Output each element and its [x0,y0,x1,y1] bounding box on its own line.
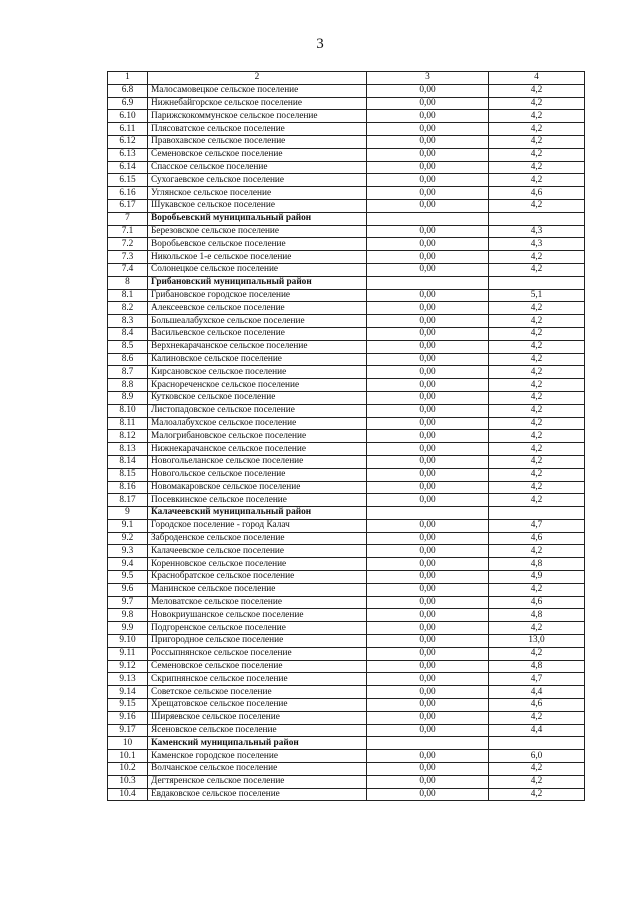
settlement-name: Заброденское сельское поселение [148,532,367,545]
table-row [108,763,585,776]
row-number: 9.6 [108,583,148,596]
table-row [108,327,585,340]
value-col-4: 4,2 [489,481,585,494]
value-col-3: 0,00 [367,199,489,212]
row-number: 7.1 [108,225,148,238]
row-number: 6.11 [108,123,148,136]
value-col-3: 0,00 [367,775,489,788]
settlement-name: Кирсановское сельское поселение [148,366,367,379]
value-col-3: 0,00 [367,647,489,660]
value-col-3: 0,00 [367,97,489,110]
value-col-4: 4,2 [489,327,585,340]
value-col-4: 4,3 [489,238,585,251]
value-col-3: 0,00 [367,545,489,558]
settlement-name: Пригородное сельское поселение [148,635,367,648]
row-number: 9.8 [108,609,148,622]
value-col-3: 0,00 [367,251,489,264]
settlement-name: Евдаковское сельское поселение [148,788,367,801]
settlement-name: Малоалабухское сельское поселение [148,417,367,430]
row-number: 8.17 [108,494,148,507]
value-col-3: 0,00 [367,404,489,417]
table-row [108,404,585,417]
row-number: 9.4 [108,558,148,571]
table-row [108,532,585,545]
table-row [108,583,585,596]
value-col-4: 4,2 [489,199,585,212]
value-col-3: 0,00 [367,711,489,724]
value-col-3: 0,00 [367,455,489,468]
row-number: 10.1 [108,750,148,763]
value-col-4 [489,737,585,750]
value-col-3: 0,00 [367,673,489,686]
settlement-name: Подгоренское сельское поселение [148,622,367,635]
row-number: 8.13 [108,443,148,456]
value-col-4: 4,2 [489,148,585,161]
value-col-3: 0,00 [367,583,489,596]
value-col-4: 4,6 [489,699,585,712]
value-col-4: 4,2 [489,788,585,801]
value-col-4 [489,212,585,225]
settlement-name: Волчанское сельское поселение [148,763,367,776]
row-number: 8.11 [108,417,148,430]
district-row [108,507,585,520]
settlement-name: Калачеевский муниципальный район [148,507,367,520]
table-row [108,238,585,251]
settlement-name: Нижнебайгорское сельское поселение [148,97,367,110]
value-col-4: 4,2 [489,379,585,392]
row-number: 8.4 [108,327,148,340]
table-row [108,110,585,123]
settlement-name: Калачеевское сельское поселение [148,545,367,558]
value-col-4: 6,0 [489,750,585,763]
value-col-4: 4,2 [489,711,585,724]
district-row [108,276,585,289]
value-col-3: 0,00 [367,519,489,532]
table-row [108,455,585,468]
table-row [108,161,585,174]
table-row [108,97,585,110]
value-col-4: 4,4 [489,724,585,737]
value-col-4: 4,2 [489,110,585,123]
value-col-3: 0,00 [367,686,489,699]
value-col-3 [367,276,489,289]
value-col-4: 4,2 [489,647,585,660]
table-row [108,148,585,161]
value-col-4 [489,276,585,289]
value-col-4: 4,4 [489,686,585,699]
row-number: 9.12 [108,660,148,673]
table-row [108,199,585,212]
value-col-3: 0,00 [367,430,489,443]
row-number: 8.2 [108,302,148,315]
page-number: 3 [316,36,324,52]
value-col-4: 4,2 [489,391,585,404]
value-col-4: 5,1 [489,289,585,302]
settlement-name: Воробьевский муниципальный район [148,212,367,225]
value-col-3: 0,00 [367,609,489,622]
value-col-4: 4,8 [489,558,585,571]
settlement-name: Скрипнянское сельское поселение [148,673,367,686]
value-col-4: 13,0 [489,635,585,648]
row-number: 6.17 [108,199,148,212]
value-col-4: 4,2 [489,97,585,110]
table-row [108,596,585,609]
table-row [108,788,585,801]
row-number: 10.2 [108,763,148,776]
table-row [108,647,585,660]
row-number: 8.16 [108,481,148,494]
district-row [108,212,585,225]
settlement-name: Калиновское сельское поселение [148,353,367,366]
settlement-name: Новокриушанское сельское поселение [148,609,367,622]
settlement-name: Малогрибановское сельское поселение [148,430,367,443]
value-col-3: 0,00 [367,635,489,648]
table-row [108,494,585,507]
value-col-3: 0,00 [367,225,489,238]
row-number: 6.16 [108,187,148,200]
row-number: 6.10 [108,110,148,123]
settlement-name: Краснореченское сельское поселение [148,379,367,392]
settlement-name: Советское сельское поселение [148,686,367,699]
value-col-3: 0,00 [367,263,489,276]
settlement-name: Углянское сельское поселение [148,187,367,200]
row-number: 9.13 [108,673,148,686]
table-row [108,443,585,456]
settlement-name: Васильевское сельское поселение [148,327,367,340]
value-col-3: 0,00 [367,596,489,609]
table-row [108,571,585,584]
row-number: 7.2 [108,238,148,251]
value-col-4: 4,7 [489,519,585,532]
row-number: 9.16 [108,711,148,724]
settlement-name: Грибановский муниципальный район [148,276,367,289]
table-row [108,251,585,264]
row-number: 6.13 [108,148,148,161]
value-col-4: 4,2 [489,353,585,366]
value-col-4: 4,2 [489,417,585,430]
table-body [108,72,585,801]
table-row [108,379,585,392]
settlement-name: Коренновское сельское поселение [148,558,367,571]
settlement-name: Правохавское сельское поселение [148,135,367,148]
value-col-4: 4,8 [489,609,585,622]
value-col-4: 4,2 [489,161,585,174]
table-row [108,558,585,571]
value-col-3: 0,00 [367,443,489,456]
table-row [108,468,585,481]
value-col-4: 4,8 [489,660,585,673]
settlement-name: Малосамовецкое сельское поселение [148,84,367,97]
table-row [108,711,585,724]
value-col-4: 4,2 [489,468,585,481]
header-cell-3: 3 [367,72,489,85]
row-number: 9.1 [108,519,148,532]
table-row [108,123,585,136]
row-number: 6.9 [108,97,148,110]
value-col-4: 4,2 [489,775,585,788]
value-col-3: 0,00 [367,340,489,353]
value-col-4: 4,6 [489,532,585,545]
table-row [108,673,585,686]
settlement-name: Нижнекарачанское сельское поселение [148,443,367,456]
value-col-3: 0,00 [367,660,489,673]
table-row [108,315,585,328]
settlement-name: Верхнекарачанское сельское поселение [148,340,367,353]
row-number: 8.1 [108,289,148,302]
settlement-name: Дегтяренское сельское поселение [148,775,367,788]
value-col-3: 0,00 [367,391,489,404]
header-cell-2: 2 [148,72,367,85]
row-number: 9.17 [108,724,148,737]
value-col-3: 0,00 [367,558,489,571]
table-row [108,225,585,238]
table-row [108,353,585,366]
value-col-4: 4,2 [489,455,585,468]
row-number: 9.10 [108,635,148,648]
settlement-name: Краснобратское сельское поселение [148,571,367,584]
row-number: 9.15 [108,699,148,712]
table-row [108,686,585,699]
settlement-name: Шукавское сельское поселение [148,199,367,212]
value-col-4 [489,507,585,520]
value-col-3: 0,00 [367,123,489,136]
table-row [108,430,585,443]
settlement-name: Березовское сельское поселение [148,225,367,238]
value-col-4: 4,2 [489,174,585,187]
settlements-table [107,71,585,801]
value-col-4: 4,6 [489,187,585,200]
value-col-4: 4,2 [489,84,585,97]
table-row [108,263,585,276]
value-col-3: 0,00 [367,622,489,635]
value-col-4: 4,2 [489,263,585,276]
settlement-name: Городское поселение - город Калач [148,519,367,532]
settlement-name: Новогольское сельское поселение [148,468,367,481]
row-number: 7.4 [108,263,148,276]
row-number: 8.7 [108,366,148,379]
value-col-3: 0,00 [367,417,489,430]
value-col-3: 0,00 [367,366,489,379]
settlement-name: Россыпнянское сельское поселение [148,647,367,660]
settlement-name: Манинское сельское поселение [148,583,367,596]
table-row [108,135,585,148]
settlement-name: Плясоватское сельское поселение [148,123,367,136]
table-row [108,302,585,315]
value-col-4: 4,3 [489,225,585,238]
value-col-3: 0,00 [367,148,489,161]
row-number: 6.15 [108,174,148,187]
settlement-name: Алексеевское сельское поселение [148,302,367,315]
settlement-name: Солонецкое сельское поселение [148,263,367,276]
row-number: 8.9 [108,391,148,404]
row-number: 8.8 [108,379,148,392]
table-row [108,609,585,622]
row-number: 10 [108,737,148,750]
table-row [108,699,585,712]
settlement-name: Семеновское сельское поселение [148,148,367,161]
table-row [108,391,585,404]
table-row [108,84,585,97]
settlement-name: Грибановское городское поселение [148,289,367,302]
settlement-name: Хрещатовское сельское поселение [148,699,367,712]
row-number: 7 [108,212,148,225]
value-col-3: 0,00 [367,135,489,148]
value-col-4: 4,9 [489,571,585,584]
row-number: 10.4 [108,788,148,801]
row-number: 6.12 [108,135,148,148]
value-col-4: 4,2 [489,443,585,456]
value-col-3: 0,00 [367,187,489,200]
table-row [108,775,585,788]
value-col-4: 4,2 [489,622,585,635]
value-col-3: 0,00 [367,327,489,340]
settlement-name: Никольское 1-е сельское поселение [148,251,367,264]
settlement-name: Каменский муниципальный район [148,737,367,750]
row-number: 9.5 [108,571,148,584]
value-col-4: 4,7 [489,673,585,686]
settlement-name: Семеновское сельское поселение [148,660,367,673]
table-row [108,660,585,673]
table-row [108,366,585,379]
settlement-name: Кутковское сельское поселение [148,391,367,404]
value-col-3 [367,212,489,225]
table-row [108,481,585,494]
value-col-3: 0,00 [367,699,489,712]
value-col-3 [367,737,489,750]
value-col-4: 4,2 [489,302,585,315]
settlement-name: Ширяевское сельское поселение [148,711,367,724]
value-col-3: 0,00 [367,481,489,494]
value-col-4: 4,2 [489,340,585,353]
table-row [108,750,585,763]
row-number: 9.14 [108,686,148,699]
settlement-name: Каменское городское поселение [148,750,367,763]
value-col-4: 4,2 [489,366,585,379]
district-row [108,737,585,750]
row-number: 6.14 [108,161,148,174]
value-col-3: 0,00 [367,532,489,545]
value-col-3: 0,00 [367,174,489,187]
settlement-name: Новогольеланское сельское поселение [148,455,367,468]
row-number: 8.12 [108,430,148,443]
value-col-4: 4,2 [489,123,585,136]
table-row [108,724,585,737]
row-number: 9.11 [108,647,148,660]
value-col-3: 0,00 [367,238,489,251]
table-row [108,519,585,532]
row-number: 8.15 [108,468,148,481]
table-row [108,340,585,353]
row-number: 9.3 [108,545,148,558]
settlement-name: Сухогаевское сельское поселение [148,174,367,187]
value-col-3: 0,00 [367,724,489,737]
row-number: 9.7 [108,596,148,609]
table-row [108,417,585,430]
value-col-3: 0,00 [367,379,489,392]
row-number: 8.6 [108,353,148,366]
table-row [108,545,585,558]
value-col-4: 4,2 [489,430,585,443]
value-col-4: 4,2 [489,763,585,776]
table-row [108,187,585,200]
value-col-3: 0,00 [367,84,489,97]
value-col-3: 0,00 [367,315,489,328]
header-cell-1: 1 [108,72,148,85]
row-number: 8.3 [108,315,148,328]
value-col-4: 4,2 [489,545,585,558]
value-col-3: 0,00 [367,494,489,507]
value-col-3: 0,00 [367,468,489,481]
row-number: 8.5 [108,340,148,353]
row-number: 9.2 [108,532,148,545]
table-row [108,622,585,635]
row-number: 6.8 [108,84,148,97]
value-col-3: 0,00 [367,353,489,366]
row-number: 8.10 [108,404,148,417]
settlement-name: Посевкинское сельское поселение [148,494,367,507]
row-number: 8.14 [108,455,148,468]
settlement-name: Новомакаровское сельское поселение [148,481,367,494]
settlement-name: Листопадовское сельское поселение [148,404,367,417]
value-col-4: 4,2 [489,315,585,328]
value-col-4: 4,2 [489,494,585,507]
value-col-3: 0,00 [367,302,489,315]
row-number: 10.3 [108,775,148,788]
value-col-3: 0,00 [367,788,489,801]
table-row [108,635,585,648]
value-col-3: 0,00 [367,571,489,584]
settlement-name: Парижскокоммунское сельское поселение [148,110,367,123]
table-row [108,289,585,302]
settlement-name: Воробьевское сельское поселение [148,238,367,251]
value-col-4: 4,2 [489,251,585,264]
value-col-3: 0,00 [367,289,489,302]
table-row [108,174,585,187]
settlement-name: Меловатское сельское поселение [148,596,367,609]
settlement-name: Большеалабухское сельское поселение [148,315,367,328]
row-number: 9 [108,507,148,520]
value-col-4: 4,2 [489,583,585,596]
settlement-name: Ясеновское сельское поселение [148,724,367,737]
value-col-4: 4,2 [489,404,585,417]
value-col-4: 4,2 [489,135,585,148]
row-number: 9.9 [108,622,148,635]
row-number: 8 [108,276,148,289]
settlement-name: Спасское сельское поселение [148,161,367,174]
value-col-4: 4,6 [489,596,585,609]
value-col-3: 0,00 [367,763,489,776]
value-col-3: 0,00 [367,750,489,763]
value-col-3: 0,00 [367,110,489,123]
value-col-3 [367,507,489,520]
header-cell-4: 4 [489,72,585,85]
row-number: 7.3 [108,251,148,264]
value-col-3: 0,00 [367,161,489,174]
header-row [108,72,585,85]
